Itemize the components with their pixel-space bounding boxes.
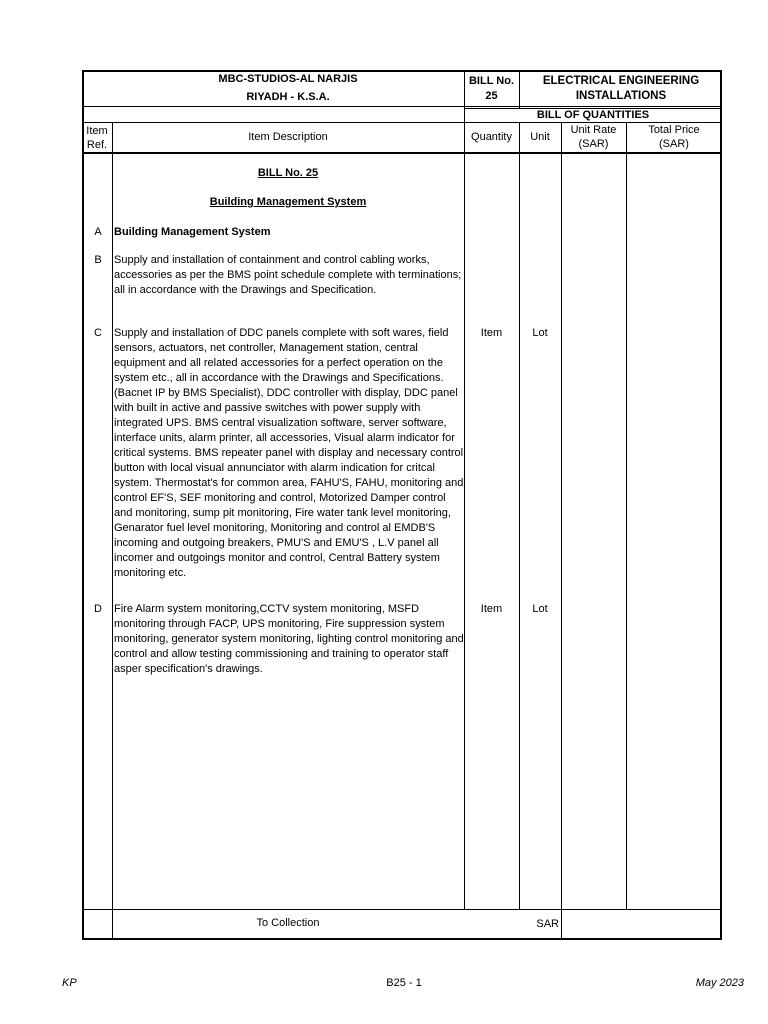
col-rate-line1: Unit Rate — [570, 124, 617, 136]
bill-no-label: BILL No. — [468, 75, 514, 87]
col-description: Item Description — [248, 131, 328, 143]
ref-column-border — [112, 122, 113, 940]
collection-divider — [82, 909, 722, 910]
footer-page-number: B25 - 1 — [386, 977, 422, 989]
bill-title: BILL No. 25 — [257, 167, 319, 179]
item-quantity-d: Item — [480, 603, 503, 615]
collection-currency: SAR — [536, 918, 559, 930]
boq-title: BILL OF QUANTITIES — [536, 109, 650, 121]
to-collection-label: To Collection — [256, 917, 320, 929]
item-ref-b: B — [94, 254, 102, 266]
rate-column-border — [626, 122, 627, 909]
item-ref-c: C — [94, 327, 102, 339]
item-description-b: Supply and installation of containment and control cabling works, accessories as per the BMS point schedule complete with terminations; all in accordance with the Drawings and Specification. — [114, 254, 462, 296]
col-quantity: Quantity — [471, 131, 512, 143]
item-quantity-c: Item — [480, 327, 503, 339]
header-divider-left — [82, 106, 722, 107]
col-ref-line1: Item — [86, 125, 108, 137]
col-rate-line2: (SAR) — [578, 138, 609, 150]
project-location: RIYADH - K.S.A. — [246, 91, 330, 103]
item-description-a: Building Management System — [114, 226, 271, 238]
item-description-c: Supply and installation of DDC panels complete with soft wares, field sensors, actuators, net controller, Management station, central equipment and all related accessories for a perfect operation on the system etc., all in accordance with the Drawings and Specifications. (Bacnet IP by BMS Specialist), DDC controller with display, DDC panel with built in active and passive switches with power supply with integrated UPS. BMS central visualization software, server software, interface units, alarm printer, all accessories, Visual alarm indicator for critical systems. BMS repeater panel with display and necessary control button with local visual annunciator with alarm indication for critcal system. Thermostat's for common area, FAHU'S, FAHU, monitoring and control EF'S, SEF monitoring and control, Motorized Damper control and monitoring, sump pit monitoring, Fire water tank level monitoring, Genarator fuel level monitoring, Monitoring and control al EMDB'S incoming and outgoing breakers, PMU'S and EMU'S , L.V panel all incomer and outgoings monitor and control, Central Battery system monitoring etc. — [114, 327, 464, 579]
footer-initials: KP — [62, 977, 77, 989]
item-description-d: Fire Alarm system monitoring,CCTV system monitoring, MSFD monitoring through FACP, UPS monitoring, Fire suppression system monitoring, generator system monitoring, lighting control monitoring and control and allow testing commissioning and training to operator staff asper specification's drawings. — [114, 603, 464, 675]
item-unit-d: Lot — [532, 603, 548, 615]
col-total-line2: (SAR) — [659, 138, 689, 150]
section-title-line1: ELECTRICAL ENGINEERING — [542, 75, 700, 87]
quantity-column-border — [519, 122, 520, 909]
project-name: MBC-STUDIOS-AL NARJIS — [218, 73, 358, 85]
item-unit-c: Lot — [532, 327, 548, 339]
section-title-line2: INSTALLATIONS — [575, 90, 667, 102]
item-ref-a: A — [94, 226, 102, 238]
bill-no-value: 25 — [485, 90, 498, 102]
unit-column-border — [561, 122, 562, 940]
item-ref-d: D — [94, 603, 102, 615]
bill-subtitle: Building Management System — [209, 196, 367, 208]
col-total-line1: Total Price — [648, 124, 700, 136]
col-unit: Unit — [530, 131, 550, 143]
col-ref-line2: Ref. — [86, 139, 108, 151]
footer-date: May 2023 — [695, 977, 744, 989]
description-column-border — [464, 70, 465, 909]
